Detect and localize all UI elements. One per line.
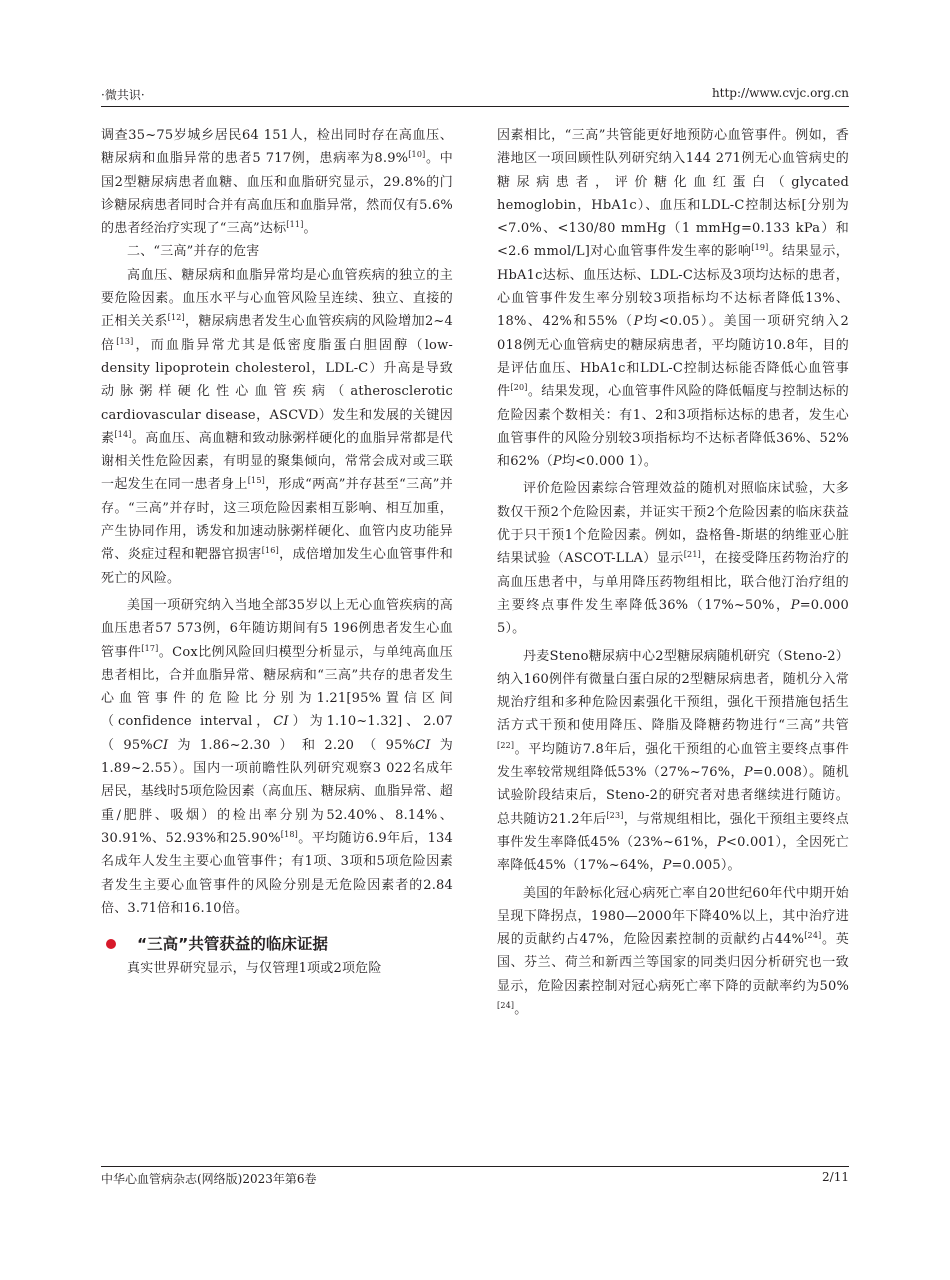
- citation-10[interactable]: [10]: [408, 150, 426, 160]
- paragraph-rct: 评价危险因素综合管理效益的随机对照临床试验，大多数仅干预2个危险因素，并证实干预2个危险因素的临床获益优于只干预1个危险因素。例如，盎格鲁-斯堪的纳维亚心脏结果试验（ASCOT-LLA）显示[21]，在接受降压药物治疗的高血压患者中，与单用降压药物组相比，联合他汀治疗组的主要终点事件发生率降低36%（17%~50%，P=0.000 5）。: [497, 481, 850, 637]
- right-column: [497, 124, 849, 1021]
- left-column: [101, 124, 453, 980]
- citation-17[interactable]: [17]: [141, 643, 159, 653]
- citation-24[interactable]: [24]: [804, 931, 822, 941]
- header-divider: [101, 106, 849, 107]
- subheading-harm: 二、“三高”并存的危害: [127, 244, 260, 260]
- footer-journal: 中华心血管病杂志(网络版)2023年第6卷: [101, 1172, 317, 1186]
- paragraph-us-study: 美国一项研究纳入当地全部35岁以上无心血管疾病的高血压患者57 573例，6年随访期间有5 196例患者发生心血管事件[17]。Cox比例风险回归模型分析显示，与单纯高血压患者相比，合并血脂异常、糖尿病和“三高”共存的患者发生心血管事件的危险比分别为1.21[95%置信区间（confidence interval，CI）为1.10~1.32]、2.07（95%CI为1.86~2.30）和2.20（95%CI为1.89~2.55）。国内一项前瞻性队列研究观察3 022名成年居民，基线时5项危险因素（高血压、糖尿病、血脂异常、超重/肥胖、吸烟）的检出率分别为52.40%、8.14%、30.91%、52.93%和25.90%[18]。平均随访6.9年后，134名成年人发生主要心血管事件；有1项、3项和5项危险因素者发生主要心血管事件的风险分别是无危险因素者的2.84倍、3.71倍和16.10倍。: [101, 597, 454, 916]
- citation-14[interactable]: [14]: [114, 429, 132, 439]
- paragraph-hongkong-study: 因素相比，“三高”共管能更好地预防心血管事件。例如，香港地区一项回顾性队列研究纳入144 271例无心血管病史的糖尿病患者，评价糖化血红蛋白（glycated hemoglobin，HbA1c）、血压和LDL-C控制达标[分别为<7.0%、<130/80 mmHg（1 mmHg=0.133 kPa）和<2.6 mmol/L]对心血管事件发生率的影响[19]。结果显示，HbA1c达标、血压达标、LDL-C达标及3项均达标的患者，心血管事件发生率分别较3项指标均不达标者降低13%、18%、42%和55%（P均<0.05）。美国一项研究纳入2 018例无心血管病史的糖尿病患者，平均随访10.8年，目的是评估血压、HbA1c和LDL-C控制达标能否降低心血管事件[20]。结果发现，心血管事件风险的降低幅度与控制达标的危险因素个数相关：有1、2和3项指标达标的患者，发生心血管事件的风险分别较3项指标均不达标者降低36%、52%和62%（P均<0.000 1）。: [497, 128, 849, 470]
- paragraph-mortality-decline: 美国的年龄标化冠心病死亡率自20世纪60年代中期开始呈现下降拐点，1980—2000年下降40%以上，其中治疗进展的贡献约占47%，危险因素控制的贡献约占44%[24]。英国、芬兰、荷兰和新西兰等国家的同类归因分析研究也一致显示，危险因素控制对冠心病死亡率下降的贡献率约为50%[24]。: [497, 885, 849, 1017]
- citation-16[interactable]: [16]: [261, 546, 279, 556]
- citation-13[interactable]: [13]: [116, 336, 134, 346]
- paragraph-steno2: 丹麦Steno糖尿病中心2型糖尿病随机研究（Steno-2）纳入160例伴有微量白蛋白尿的2型糖尿病患者，随机分入常规治疗组和多种危险因素强化干预组，强化干预措施包括生活方式干预和使用降压、降脂及降糖药物进行“三高”共管[22]。平均随访7.8年后，强化干预组的心血管主要终点事件发生率较常规组降低53%（27%~76%，P=0.008）。随机试验阶段结束后，Steno-2的研究者对患者继续进行随访。总共随访21.2年后[23]，与常规组相比，强化干预组主要终点事件发生率降低45%（23%~61%，P<0.001），全因死亡率降低45%（17%~64%，P=0.005）。: [497, 648, 849, 874]
- header-section-label: ·微共识·: [101, 88, 145, 102]
- footer-divider: [101, 1166, 849, 1167]
- citation-24-repeat[interactable]: [24]: [497, 1000, 515, 1010]
- citation-18[interactable]: [18]: [280, 829, 299, 839]
- citation-15[interactable]: [15]: [247, 476, 265, 486]
- header-url[interactable]: http://www.cvjc.org.cn: [711, 86, 849, 100]
- footer-page-number: 2/11: [822, 1170, 849, 1184]
- citation-19[interactable]: [19]: [751, 243, 769, 253]
- citation-12[interactable]: [12]: [167, 313, 185, 323]
- citation-20[interactable]: [20]: [510, 383, 528, 393]
- section-heading-text: “三高”共管获益的临床证据: [137, 935, 328, 954]
- citation-23[interactable]: [23]: [606, 810, 624, 820]
- citation-21[interactable]: [21]: [683, 550, 701, 560]
- citation-11[interactable]: [11]: [286, 220, 304, 230]
- paragraph-survey: 调查35~75岁城乡居民64 151人，检出同时存在高血压、糖尿病和血脂异常的患者5 717例，患病率为8.9%[10]。中国2型糖尿病患者血糖、血压和血脂研究显示，29.8%的门诊糖尿病患者同时合并有高血压和血脂异常，然而仅有5.6%的患者经治疗实现了“三高”达标[11]。: [101, 128, 453, 237]
- citation-22[interactable]: [22]: [497, 740, 515, 750]
- section-heading-clinical-evidence: [101, 931, 453, 957]
- paragraph-risk-factors: 高血压、糖尿病和血脂异常均是心血管疾病的独立的主要危险因素。血压水平与心血管风险呈连续、独立、直接的正相关关系[12]，糖尿病患者发生心血管疾病的风险增加2~4倍[13]，而血脂异常尤其是低密度脂蛋白胆固醇（low-density lipoprotein cholesterol，LDL-C）升高是导致动脉粥样硬化性心血管疾病（atherosclerotic cardiovascular disease，ASCVD）发生和发展的关键因素[14]。高血压、高血糖和致动脉粥样硬化的血脂异常都是代谢相关性危险因素，有明显的聚集倾向，常常会成对或三联一起发生在同一患者身上[15]，形成“两高”并存甚至“三高”并存。“三高”并存时，这三项危险因素相互影响、相互加重，产生协同作用，诱发和加速动脉粥样硬化、血管内皮功能异常、炎症过程和靶器官损害[16]，成倍增加发生心血管事件和死亡的风险。: [101, 267, 454, 586]
- paragraph-real-world: 真实世界研究显示，与仅管理1项或2项危险: [127, 961, 382, 977]
- section-bullet-icon: [106, 939, 116, 949]
